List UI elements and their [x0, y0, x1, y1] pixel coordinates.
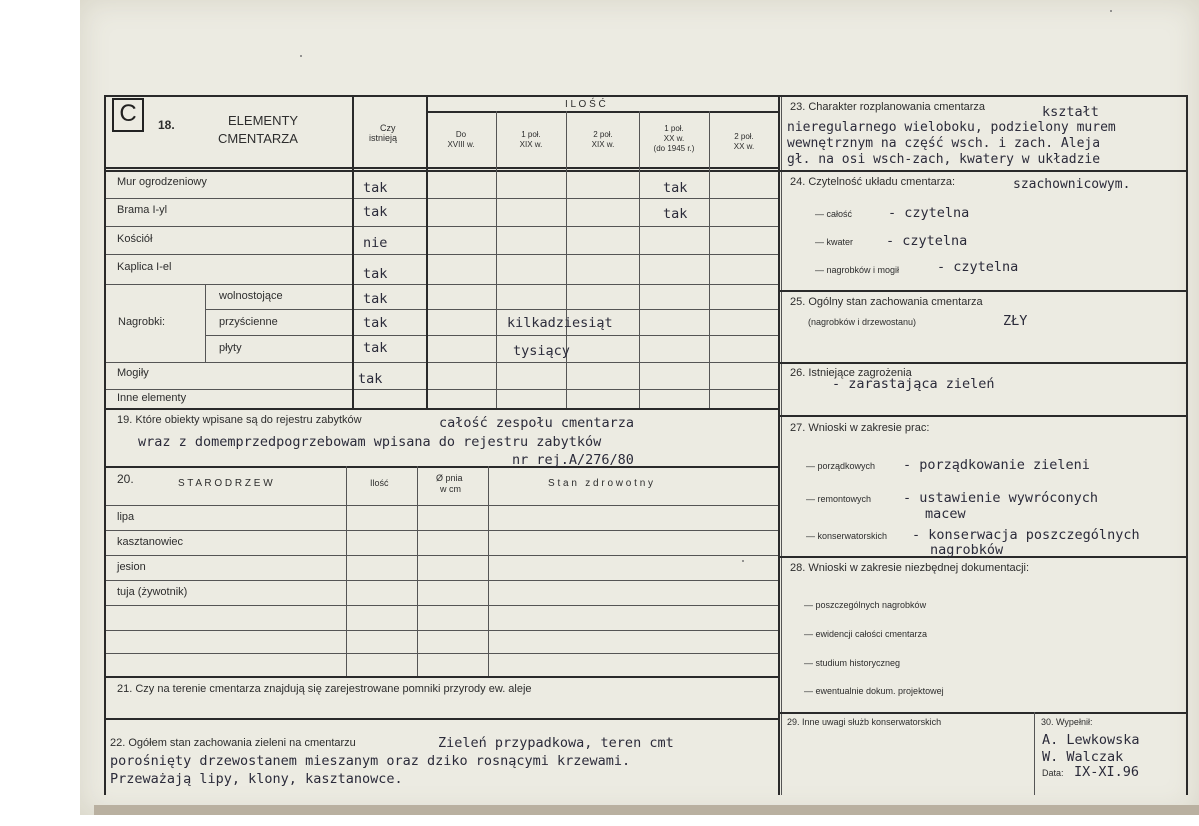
s24-val-nagrobkow: - czytelna	[937, 259, 1019, 275]
s23-line3: wewnętrznym na część wsch. i zach. Aleja	[787, 136, 1101, 151]
header-title-line1: ELEMENTY	[228, 113, 299, 128]
row-line	[104, 580, 778, 581]
row-label-kosciol: Kościół	[117, 233, 153, 245]
czy-wolnostojace: tak	[363, 291, 388, 307]
s23-line1: kształt	[1042, 104, 1099, 120]
s20-title: S T A R O D R Z E W	[178, 478, 273, 489]
s29-label: 29. Inne uwagi służb konserwatorskich	[787, 717, 942, 727]
czy-przyscienne: tak	[363, 315, 388, 331]
s20-pnia-header: Ø pnia	[436, 473, 463, 483]
s19-line2: wraz z domemprzedpogrzebowam wpisana do rejestru zabytków	[138, 434, 602, 450]
czy-label-line2: istnieją	[369, 133, 398, 143]
tree-row-lipa: lipa	[117, 511, 135, 523]
row-line	[104, 530, 778, 531]
table-border	[104, 170, 778, 172]
tree-row-kasztanowiec: kasztanowiec	[117, 536, 184, 548]
s27-val-remontowe: - ustawienie wywróconych	[903, 490, 1099, 506]
paper-speck	[742, 560, 744, 562]
header-title-line2: CMENTARZA	[218, 131, 298, 146]
row-line	[104, 389, 778, 390]
s24-label: 24. Czytelność układu cmentarza:	[790, 176, 956, 188]
tree-row-tuja: tuja (żywotnik)	[117, 586, 188, 598]
row-label-nagrobki: Nagrobki:	[118, 316, 166, 328]
row-line	[104, 555, 778, 556]
row-line	[104, 198, 778, 199]
table-border	[426, 95, 428, 408]
col-line	[639, 111, 640, 408]
s25-label: 25. Ogólny stan zachowania cmentarza	[790, 296, 983, 308]
col-line	[488, 466, 489, 676]
row-label-mur: Mur ogrodzeniowy	[117, 176, 207, 188]
col-line	[417, 466, 418, 676]
s27-val-konserwatorskie-2: nagrobków	[930, 542, 1004, 558]
col-header-1-xx: 1 poł. XX w. (do 1945 r.)	[653, 124, 695, 153]
s27-val-remontowe-2: macew	[925, 506, 966, 522]
s27-row-remontowe: — remontowych	[806, 494, 872, 504]
col-line	[709, 111, 710, 408]
background-strip	[0, 815, 1199, 826]
table-border	[104, 167, 778, 169]
paper-speck	[300, 55, 302, 57]
s22-line2: porośnięty drzewostanem mieszanym oraz dziko rosnącymi krzewami.	[110, 753, 631, 769]
s20-pnia-unit: w cm	[440, 484, 461, 494]
s27-label: 27. Wnioski w zakresie prac:	[790, 422, 930, 434]
value-plyty: tysiący	[513, 343, 570, 359]
section-letter-box: C	[112, 98, 144, 132]
s24-row-kwater: — kwater	[815, 237, 854, 247]
s24-row-calosc: — całość	[815, 209, 853, 219]
col-line	[205, 284, 206, 362]
s19-label: 19. Które obiekty wpisane są do rejestru zabytków	[117, 414, 362, 426]
s24-typed: szachownicowym.	[1013, 177, 1131, 192]
ilosc-header: I L O Ś Ć	[565, 99, 606, 110]
s24-val-kwater: - czytelna	[886, 233, 968, 249]
table-border	[780, 362, 1186, 364]
col-header-2-xx: 2 poł. XX w.	[733, 132, 755, 151]
col-header-1-xix: 1 poł. XIX w.	[519, 130, 543, 149]
czy-mogily: tak	[358, 371, 383, 387]
table-border	[780, 170, 1186, 172]
s28-row-ewidencji: — ewidencji całości cmentarza	[804, 629, 928, 639]
s26-val: - zarastająca zieleń	[832, 376, 995, 392]
col-line	[346, 466, 347, 676]
table-border	[104, 676, 778, 678]
row-line	[104, 505, 778, 506]
s24-row-nagrobkow: — nagrobków i mogił	[815, 265, 900, 275]
value-przyscienne: kilkadziesiąt	[507, 315, 613, 331]
czy-kaplica: tak	[363, 266, 388, 282]
table-border	[352, 95, 354, 408]
s23-line2: nieregularnego wieloboku, podzielony murem	[787, 120, 1116, 135]
row-label-brama: Brama I-yl	[117, 204, 168, 216]
col-line	[496, 111, 497, 408]
table-border	[426, 111, 778, 113]
table-border	[780, 415, 1186, 417]
col-line	[566, 111, 567, 408]
s25-sub: (nagrobków i drzewostanu)	[808, 317, 917, 327]
czy-brama: tak	[363, 204, 388, 220]
s23-line4: gł. na osi wsch-zach, kwatery w układzie	[787, 152, 1101, 167]
row-label-inne: Inne elementy	[117, 392, 187, 404]
s20-stan-header: S t a n z d r o w o t n y	[548, 478, 654, 489]
s22-line1: Zieleń przypadkowa, teren cmt	[438, 735, 674, 751]
table-border	[104, 95, 778, 97]
tree-row-jesion: jesion	[117, 561, 146, 573]
col-line	[1034, 712, 1035, 795]
row-label-przyscienne: przyścienne	[219, 316, 278, 328]
table-border	[780, 712, 1186, 714]
s27-row-porzadkowe: — porządkowych	[806, 461, 876, 471]
s28-row-nagrobkow: — poszczególnych nagrobków	[804, 600, 927, 610]
row-line	[205, 335, 778, 336]
table-border	[780, 95, 1186, 97]
s30-date: IX-XI.96	[1074, 764, 1140, 780]
table-border	[1186, 95, 1188, 795]
s30-label: 30. Wypełnił:	[1041, 717, 1093, 727]
s27-val-konserwatorskie: - konserwacja poszczególnych	[912, 527, 1140, 543]
row-line	[104, 226, 778, 227]
row-label-wolnostojace: wolnostojące	[219, 290, 283, 302]
s28-label: 28. Wnioski w zakresie niezbędnej dokumentacji:	[790, 562, 1030, 574]
czy-mur: tak	[363, 180, 388, 196]
s25-val: ZŁY	[1003, 313, 1028, 329]
s19-line1: całość zespołu cmentarza	[439, 415, 635, 431]
s22-label: 22. Ogółem stan zachowania zieleni na cmentarzu	[110, 737, 356, 749]
czy-label-line1: Czy	[380, 123, 396, 133]
table-border	[780, 290, 1186, 292]
section-number: 18.	[158, 118, 175, 132]
row-label-plyty: płyty	[219, 342, 242, 354]
s28-row-studium: — studium historyczneg	[804, 658, 901, 668]
table-border	[104, 408, 778, 410]
czy-plyty: tak	[363, 340, 388, 356]
row-label-mogily: Mogiły	[117, 367, 149, 379]
row-line	[104, 605, 778, 606]
paper-speck	[1110, 10, 1112, 12]
s20-ilosc-header: Ilość	[370, 478, 389, 488]
s27-val-porzadkowe: - porządkowanie zieleni	[903, 457, 1090, 473]
row-line	[104, 254, 778, 255]
s22-line3: Przeważają lipy, klony, kasztanowce.	[110, 771, 403, 787]
czy-kosciol: nie	[363, 235, 388, 251]
s20-number: 20.	[117, 472, 134, 486]
s30-data-label: Data:	[1042, 768, 1064, 778]
row-line	[104, 653, 778, 654]
row-line	[205, 309, 778, 310]
value-mur-1xx: tak	[663, 180, 688, 196]
col-header-xviii: Do XVIII w.	[447, 130, 475, 149]
table-border	[104, 718, 778, 720]
s30-name1: A. Lewkowska	[1042, 732, 1140, 748]
s26-label: 26. Istniejące zagrożenia	[790, 367, 912, 379]
row-line	[104, 630, 778, 631]
s27-row-konserwatorskie: — konserwatorskich	[806, 531, 888, 541]
row-line	[104, 362, 778, 363]
table-border	[778, 95, 780, 795]
value-brama-1xx: tak	[663, 206, 688, 222]
s30-name2: W. Walczak	[1042, 749, 1124, 765]
row-label-kaplica: Kaplica I-el	[117, 261, 172, 273]
s19-line3: nr rej.A/276/80	[512, 452, 634, 468]
s28-row-projektowej: — ewentualnie dokum. projektowej	[804, 686, 944, 696]
table-border	[104, 466, 778, 468]
col-header-2-xix: 2 poł. XIX w.	[591, 130, 615, 149]
s21-label: 21. Czy na terenie cmentarza znajdują się zarejestrowane pomniki przyrody ew. aleje	[117, 683, 532, 695]
s24-val-calosc: - czytelna	[888, 205, 970, 221]
table-border	[104, 95, 106, 795]
s23-label: 23. Charakter rozplanowania cmentarza	[790, 101, 986, 113]
table-border	[781, 95, 782, 795]
